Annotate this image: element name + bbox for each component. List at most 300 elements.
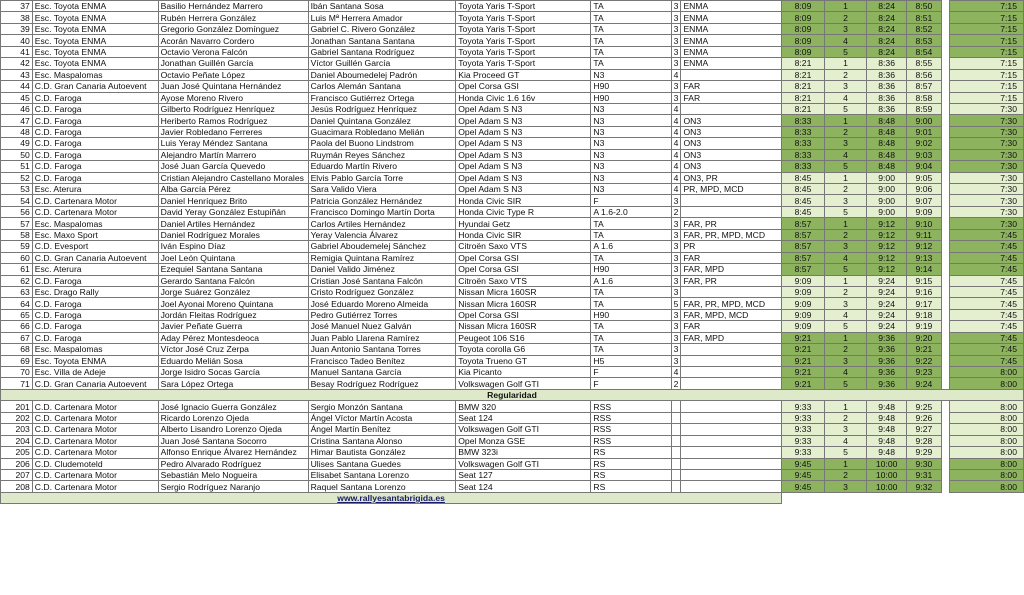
team-name: C.D. Faroga (32, 298, 158, 309)
car-model: Honda Civic 1.6 16v (456, 92, 591, 103)
driver-name: Basilio Hernández Marrero (158, 1, 308, 12)
start-order: 5 (824, 378, 866, 389)
table-row (1, 332, 1024, 343)
scrutineering-time: 7:30 (949, 218, 1023, 229)
driver-name: Octavio Peñate López (158, 69, 308, 80)
team-name: C.D. Faroga (32, 138, 158, 149)
table-row (1, 161, 1024, 172)
car-model: Opel Adam S N3 (456, 115, 591, 126)
scrutineering-time: 7:15 (949, 12, 1023, 23)
stage-time: 9:12 (867, 229, 907, 240)
start-order: 1 (824, 1, 866, 12)
column-gap (941, 12, 949, 23)
entry-number: 64 (1, 298, 33, 309)
start-time: 8:21 (782, 81, 825, 92)
trophies: ENMA (681, 58, 782, 69)
scrutineering-time: 7:15 (949, 1, 1023, 12)
stage-time: 8:36 (867, 69, 907, 80)
start-time: 8:45 (782, 172, 825, 183)
verification-time: 9:28 (907, 435, 942, 446)
column-gap (941, 412, 949, 423)
scrutineering-time: 7:15 (949, 81, 1023, 92)
car-class: TA (591, 23, 671, 34)
verification-time: 9:29 (907, 447, 942, 458)
table-row (1, 355, 1024, 366)
team-name: C.D. Faroga (32, 92, 158, 103)
entry-number: 52 (1, 172, 33, 183)
table-row (1, 58, 1024, 69)
footer-row (1, 492, 1024, 503)
driver-name: Gregorio González Domínguez (158, 23, 308, 34)
start-time: 9:21 (782, 332, 825, 343)
scrutineering-time: 8:00 (949, 424, 1023, 435)
stage-time: 8:24 (867, 1, 907, 12)
table-row (1, 424, 1024, 435)
car-class: TA (591, 332, 671, 343)
car-group: 4 (671, 172, 681, 183)
team-name: C.D. Cludemoteld (32, 458, 158, 469)
verification-time: 9:00 (907, 115, 942, 126)
verification-time: 9:20 (907, 332, 942, 343)
table-row (1, 252, 1024, 263)
trophies (681, 458, 782, 469)
start-order: 2 (824, 229, 866, 240)
stage-time: 9:24 (867, 298, 907, 309)
team-name: C.D. Faroga (32, 321, 158, 332)
verification-time: 8:55 (907, 58, 942, 69)
table-row (1, 298, 1024, 309)
start-time: 8:33 (782, 115, 825, 126)
car-model: Toyota Yaris T-Sport (456, 46, 591, 57)
entry-number: 42 (1, 58, 33, 69)
car-group: 3 (671, 1, 681, 12)
start-time: 8:21 (782, 58, 825, 69)
stage-time: 9:36 (867, 332, 907, 343)
trophies: FAR (681, 81, 782, 92)
car-model: Honda Civic SIR (456, 195, 591, 206)
team-name: C.D. Evesport (32, 241, 158, 252)
verification-time: 9:06 (907, 184, 942, 195)
codriver-name: Besay Rodríguez Rodríguez (308, 378, 456, 389)
verification-time: 8:57 (907, 81, 942, 92)
column-gap (941, 447, 949, 458)
team-name: Esc. Toyota ENMA (32, 35, 158, 46)
column-gap (941, 1, 949, 12)
car-class: H90 (591, 309, 671, 320)
verification-time: 9:26 (907, 412, 942, 423)
entry-number: 60 (1, 252, 33, 263)
start-order: 2 (824, 184, 866, 195)
scrutineering-time: 7:30 (949, 103, 1023, 114)
table-row (1, 126, 1024, 137)
team-name: C.D. Cartenara Motor (32, 447, 158, 458)
start-order: 4 (824, 149, 866, 160)
car-group (671, 481, 681, 492)
car-model: Toyota Yaris T-Sport (456, 1, 591, 12)
table-row (1, 115, 1024, 126)
column-gap (941, 286, 949, 297)
column-gap (941, 378, 949, 389)
start-order: 5 (824, 161, 866, 172)
driver-name: Eduardo Melián Sosa (158, 355, 308, 366)
trophies: PR, MPD, MCD (681, 184, 782, 195)
start-time: 8:09 (782, 23, 825, 34)
team-name: C.D. Faroga (32, 309, 158, 320)
start-time: 8:57 (782, 241, 825, 252)
car-class: N3 (591, 126, 671, 137)
codriver-name: Gabriel Santana Rodríguez (308, 46, 456, 57)
column-gap (941, 35, 949, 46)
start-order: 2 (824, 286, 866, 297)
car-group: 3 (671, 195, 681, 206)
start-time: 9:09 (782, 309, 825, 320)
scrutineering-time: 7:45 (949, 275, 1023, 286)
car-group: 3 (671, 252, 681, 263)
start-order: 4 (824, 252, 866, 263)
car-model: Opel Adam S N3 (456, 161, 591, 172)
car-class: H90 (591, 264, 671, 275)
codriver-name: Ángel Víctor Martín Acosta (308, 412, 456, 423)
car-group: 3 (671, 229, 681, 240)
column-gap (941, 424, 949, 435)
trophies (681, 206, 782, 217)
trophies (681, 435, 782, 446)
start-time: 8:21 (782, 92, 825, 103)
verification-time: 8:58 (907, 92, 942, 103)
driver-name: Daniel Henríquez Brito (158, 195, 308, 206)
start-time: 9:21 (782, 355, 825, 366)
verification-time: 9:05 (907, 172, 942, 183)
scrutineering-time: 7:45 (949, 229, 1023, 240)
car-group: 3 (671, 321, 681, 332)
car-class: RS (591, 481, 671, 492)
car-class: RSS (591, 435, 671, 446)
verification-time: 9:23 (907, 367, 942, 378)
column-gap (941, 172, 949, 183)
codriver-name: Ulises Santana Guedes (308, 458, 456, 469)
car-class: RSS (591, 401, 671, 412)
codriver-name: Carlos Alemán Santana (308, 81, 456, 92)
trophies (681, 69, 782, 80)
car-group: 3 (671, 264, 681, 275)
entry-number: 44 (1, 81, 33, 92)
team-name: C.D. Cartenara Motor (32, 206, 158, 217)
stage-time: 10:00 (867, 469, 907, 480)
start-time: 8:09 (782, 35, 825, 46)
entry-number: 59 (1, 241, 33, 252)
trophies: ON3 (681, 161, 782, 172)
verification-time: 8:54 (907, 46, 942, 57)
car-model: Peugeot 106 S16 (456, 332, 591, 343)
start-time: 9:21 (782, 378, 825, 389)
codriver-name: Manuel Santana García (308, 367, 456, 378)
codriver-name: Francisco Gutiérrez Ortega (308, 92, 456, 103)
start-order: 5 (824, 321, 866, 332)
car-group: 3 (671, 81, 681, 92)
stage-time: 8:24 (867, 12, 907, 23)
trophies: ON3 (681, 115, 782, 126)
trophies: ON3 (681, 138, 782, 149)
codriver-name: Juan Pablo Llarena Ramírez (308, 332, 456, 343)
column-gap (941, 229, 949, 240)
driver-name: Cristian Alejandro Castellano Morales (158, 172, 308, 183)
table-row (1, 264, 1024, 275)
team-name: Esc. Villa de Adeje (32, 367, 158, 378)
scrutineering-time: 7:45 (949, 332, 1023, 343)
table-row (1, 344, 1024, 355)
scrutineering-time: 7:30 (949, 138, 1023, 149)
website-link[interactable]: www.rallyesantabrigida.es (1, 492, 782, 503)
trophies (681, 481, 782, 492)
table-row (1, 447, 1024, 458)
stage-time: 8:36 (867, 103, 907, 114)
start-time: 8:33 (782, 149, 825, 160)
car-class: H90 (591, 92, 671, 103)
stage-time: 9:36 (867, 344, 907, 355)
team-name: C.D. Faroga (32, 161, 158, 172)
start-order: 1 (824, 115, 866, 126)
start-time: 8:33 (782, 138, 825, 149)
car-class: N3 (591, 184, 671, 195)
scrutineering-time: 7:45 (949, 355, 1023, 366)
codriver-name: Himar Bautista González (308, 447, 456, 458)
driver-name: Joel Ayonai Moreno Quintana (158, 298, 308, 309)
verification-time: 8:52 (907, 23, 942, 34)
column-gap (941, 435, 949, 446)
stage-time: 9:00 (867, 172, 907, 183)
team-name: C.D. Cartenara Motor (32, 412, 158, 423)
verification-time: 9:30 (907, 458, 942, 469)
car-model: Opel Corsa GSI (456, 252, 591, 263)
car-group: 3 (671, 355, 681, 366)
entry-number: 63 (1, 286, 33, 297)
driver-name: Acorán Navarro Cordero (158, 35, 308, 46)
trophies: ON3 (681, 149, 782, 160)
car-group (671, 435, 681, 446)
start-time: 8:21 (782, 69, 825, 80)
car-model: Volkswagen Golf GTI (456, 424, 591, 435)
start-time: 9:09 (782, 275, 825, 286)
trophies: FAR (681, 92, 782, 103)
scrutineering-time: 7:30 (949, 184, 1023, 195)
team-name: C.D. Cartenara Motor (32, 424, 158, 435)
start-order: 1 (824, 218, 866, 229)
trophies: ENMA (681, 46, 782, 57)
start-order: 4 (824, 309, 866, 320)
verification-time: 9:25 (907, 401, 942, 412)
car-group: 3 (671, 58, 681, 69)
team-name: Esc. Toyota ENMA (32, 46, 158, 57)
codriver-name: Víctor Guillén García (308, 58, 456, 69)
table-row (1, 412, 1024, 423)
entry-number: 70 (1, 367, 33, 378)
driver-name: Alba García Pérez (158, 184, 308, 195)
trophies: FAR (681, 252, 782, 263)
trophies: FAR (681, 321, 782, 332)
codriver-name: Sergio Monzón Santana (308, 401, 456, 412)
table-row (1, 184, 1024, 195)
table-row (1, 206, 1024, 217)
car-group: 3 (671, 12, 681, 23)
car-model: Seat 127 (456, 469, 591, 480)
start-order: 4 (824, 367, 866, 378)
entry-number: 50 (1, 149, 33, 160)
team-name: C.D. Faroga (32, 103, 158, 114)
car-model: Opel Adam S N3 (456, 138, 591, 149)
codriver-name: Ángel Martín Benítez (308, 424, 456, 435)
codriver-name: Daniel Valido Jiménez (308, 264, 456, 275)
verification-time: 9:07 (907, 195, 942, 206)
car-model: Toyota corolla G6 (456, 344, 591, 355)
car-class: TA (591, 344, 671, 355)
entry-number: 66 (1, 321, 33, 332)
scrutineering-time: 7:30 (949, 172, 1023, 183)
car-class: RS (591, 458, 671, 469)
scrutineering-time: 7:15 (949, 35, 1023, 46)
verification-time: 9:10 (907, 218, 942, 229)
team-name: Esc. Drago Rally (32, 286, 158, 297)
stage-time: 8:36 (867, 92, 907, 103)
start-time: 8:21 (782, 103, 825, 114)
entry-number: 201 (1, 401, 33, 412)
codriver-name: Carlos Artiles Hernández (308, 218, 456, 229)
codriver-name: Daniel Aboumedelej Padrón (308, 69, 456, 80)
entry-number: 67 (1, 332, 33, 343)
scrutineering-time: 8:00 (949, 401, 1023, 412)
team-name: C.D. Faroga (32, 332, 158, 343)
verification-time: 9:16 (907, 286, 942, 297)
driver-name: Jordán Fleitas Rodríguez (158, 309, 308, 320)
team-name: C.D. Faroga (32, 172, 158, 183)
team-name: Esc. Aterura (32, 184, 158, 195)
stage-time: 9:00 (867, 195, 907, 206)
driver-name: Javier Robledano Ferreres (158, 126, 308, 137)
car-group: 4 (671, 126, 681, 137)
scrutineering-time: 8:00 (949, 435, 1023, 446)
car-model: Opel Adam S N3 (456, 103, 591, 114)
car-model: Citroën Saxo VTS (456, 275, 591, 286)
car-class: H5 (591, 355, 671, 366)
car-group: 4 (671, 184, 681, 195)
car-group: 3 (671, 46, 681, 57)
driver-name: Daniel Artiles Hernández (158, 218, 308, 229)
entry-number: 46 (1, 103, 33, 114)
car-group: 4 (671, 161, 681, 172)
car-class: TA (591, 12, 671, 23)
table-row (1, 218, 1024, 229)
start-time: 8:57 (782, 264, 825, 275)
entry-number: 57 (1, 218, 33, 229)
verification-time: 9:04 (907, 161, 942, 172)
column-gap (941, 23, 949, 34)
car-model: Opel Adam S N3 (456, 149, 591, 160)
column-gap (941, 46, 949, 57)
column-gap (941, 218, 949, 229)
trophies (681, 412, 782, 423)
car-model: Nissan Micra 160SR (456, 321, 591, 332)
stage-time: 9:12 (867, 252, 907, 263)
column-gap (941, 195, 949, 206)
table-row (1, 286, 1024, 297)
team-name: C.D. Gran Canaria Autoevent (32, 252, 158, 263)
driver-name: Juan José Santana Socorro (158, 435, 308, 446)
trophies (681, 401, 782, 412)
start-order: 4 (824, 35, 866, 46)
codriver-name: Guacimara Robledano Melián (308, 126, 456, 137)
codriver-name: Sara Valido Viera (308, 184, 456, 195)
car-group (671, 458, 681, 469)
stage-time: 9:00 (867, 206, 907, 217)
column-gap (941, 161, 949, 172)
car-group: 3 (671, 332, 681, 343)
verification-time: 9:03 (907, 149, 942, 160)
entry-number: 65 (1, 309, 33, 320)
scrutineering-time: 7:15 (949, 46, 1023, 57)
codriver-name: Gabriel Aboudemelej Sánchez (308, 241, 456, 252)
car-model: Nissan Micra 160SR (456, 286, 591, 297)
codriver-name: Remigia Quintana Ramírez (308, 252, 456, 263)
start-time: 9:33 (782, 424, 825, 435)
verification-time: 9:21 (907, 344, 942, 355)
column-gap (941, 184, 949, 195)
start-time: 9:33 (782, 401, 825, 412)
verification-time: 9:02 (907, 138, 942, 149)
team-name: Esc. Maspalomas (32, 69, 158, 80)
start-order: 4 (824, 92, 866, 103)
stage-time: 9:12 (867, 218, 907, 229)
start-time: 8:45 (782, 184, 825, 195)
start-time: 8:33 (782, 161, 825, 172)
entry-number: 51 (1, 161, 33, 172)
scrutineering-time: 8:00 (949, 412, 1023, 423)
table-row (1, 81, 1024, 92)
start-order: 1 (824, 401, 866, 412)
team-name: Esc. Maspalomas (32, 344, 158, 355)
car-model: BMW 320 (456, 401, 591, 412)
codriver-name: Juan Antonio Santana Torres (308, 344, 456, 355)
entry-number: 62 (1, 275, 33, 286)
verification-time: 9:13 (907, 252, 942, 263)
stage-time: 8:36 (867, 58, 907, 69)
trophies (681, 286, 782, 297)
codriver-name: Patricia González Hernández (308, 195, 456, 206)
car-group: 3 (671, 218, 681, 229)
table-row (1, 241, 1024, 252)
car-model: Opel Monza GSE (456, 435, 591, 446)
trophies: FAR, MPD, MCD (681, 309, 782, 320)
verification-time: 9:22 (907, 355, 942, 366)
car-group: 3 (671, 275, 681, 286)
table-row (1, 35, 1024, 46)
codriver-name: Yeray Valencia Álvarez (308, 229, 456, 240)
start-time: 8:45 (782, 206, 825, 217)
column-gap (941, 126, 949, 137)
start-time: 9:45 (782, 469, 825, 480)
start-time: 9:09 (782, 321, 825, 332)
verification-time: 9:09 (907, 206, 942, 217)
codriver-name: Jonathan Santana Santana (308, 35, 456, 46)
stage-time: 9:12 (867, 264, 907, 275)
trophies (681, 447, 782, 458)
scrutineering-time: 7:45 (949, 264, 1023, 275)
table-row (1, 103, 1024, 114)
car-group: 4 (671, 138, 681, 149)
start-order: 2 (824, 344, 866, 355)
scrutineering-time: 7:30 (949, 161, 1023, 172)
team-name: C.D. Gran Canaria Autoevent (32, 81, 158, 92)
start-order: 3 (824, 481, 866, 492)
start-time: 9:33 (782, 435, 825, 446)
